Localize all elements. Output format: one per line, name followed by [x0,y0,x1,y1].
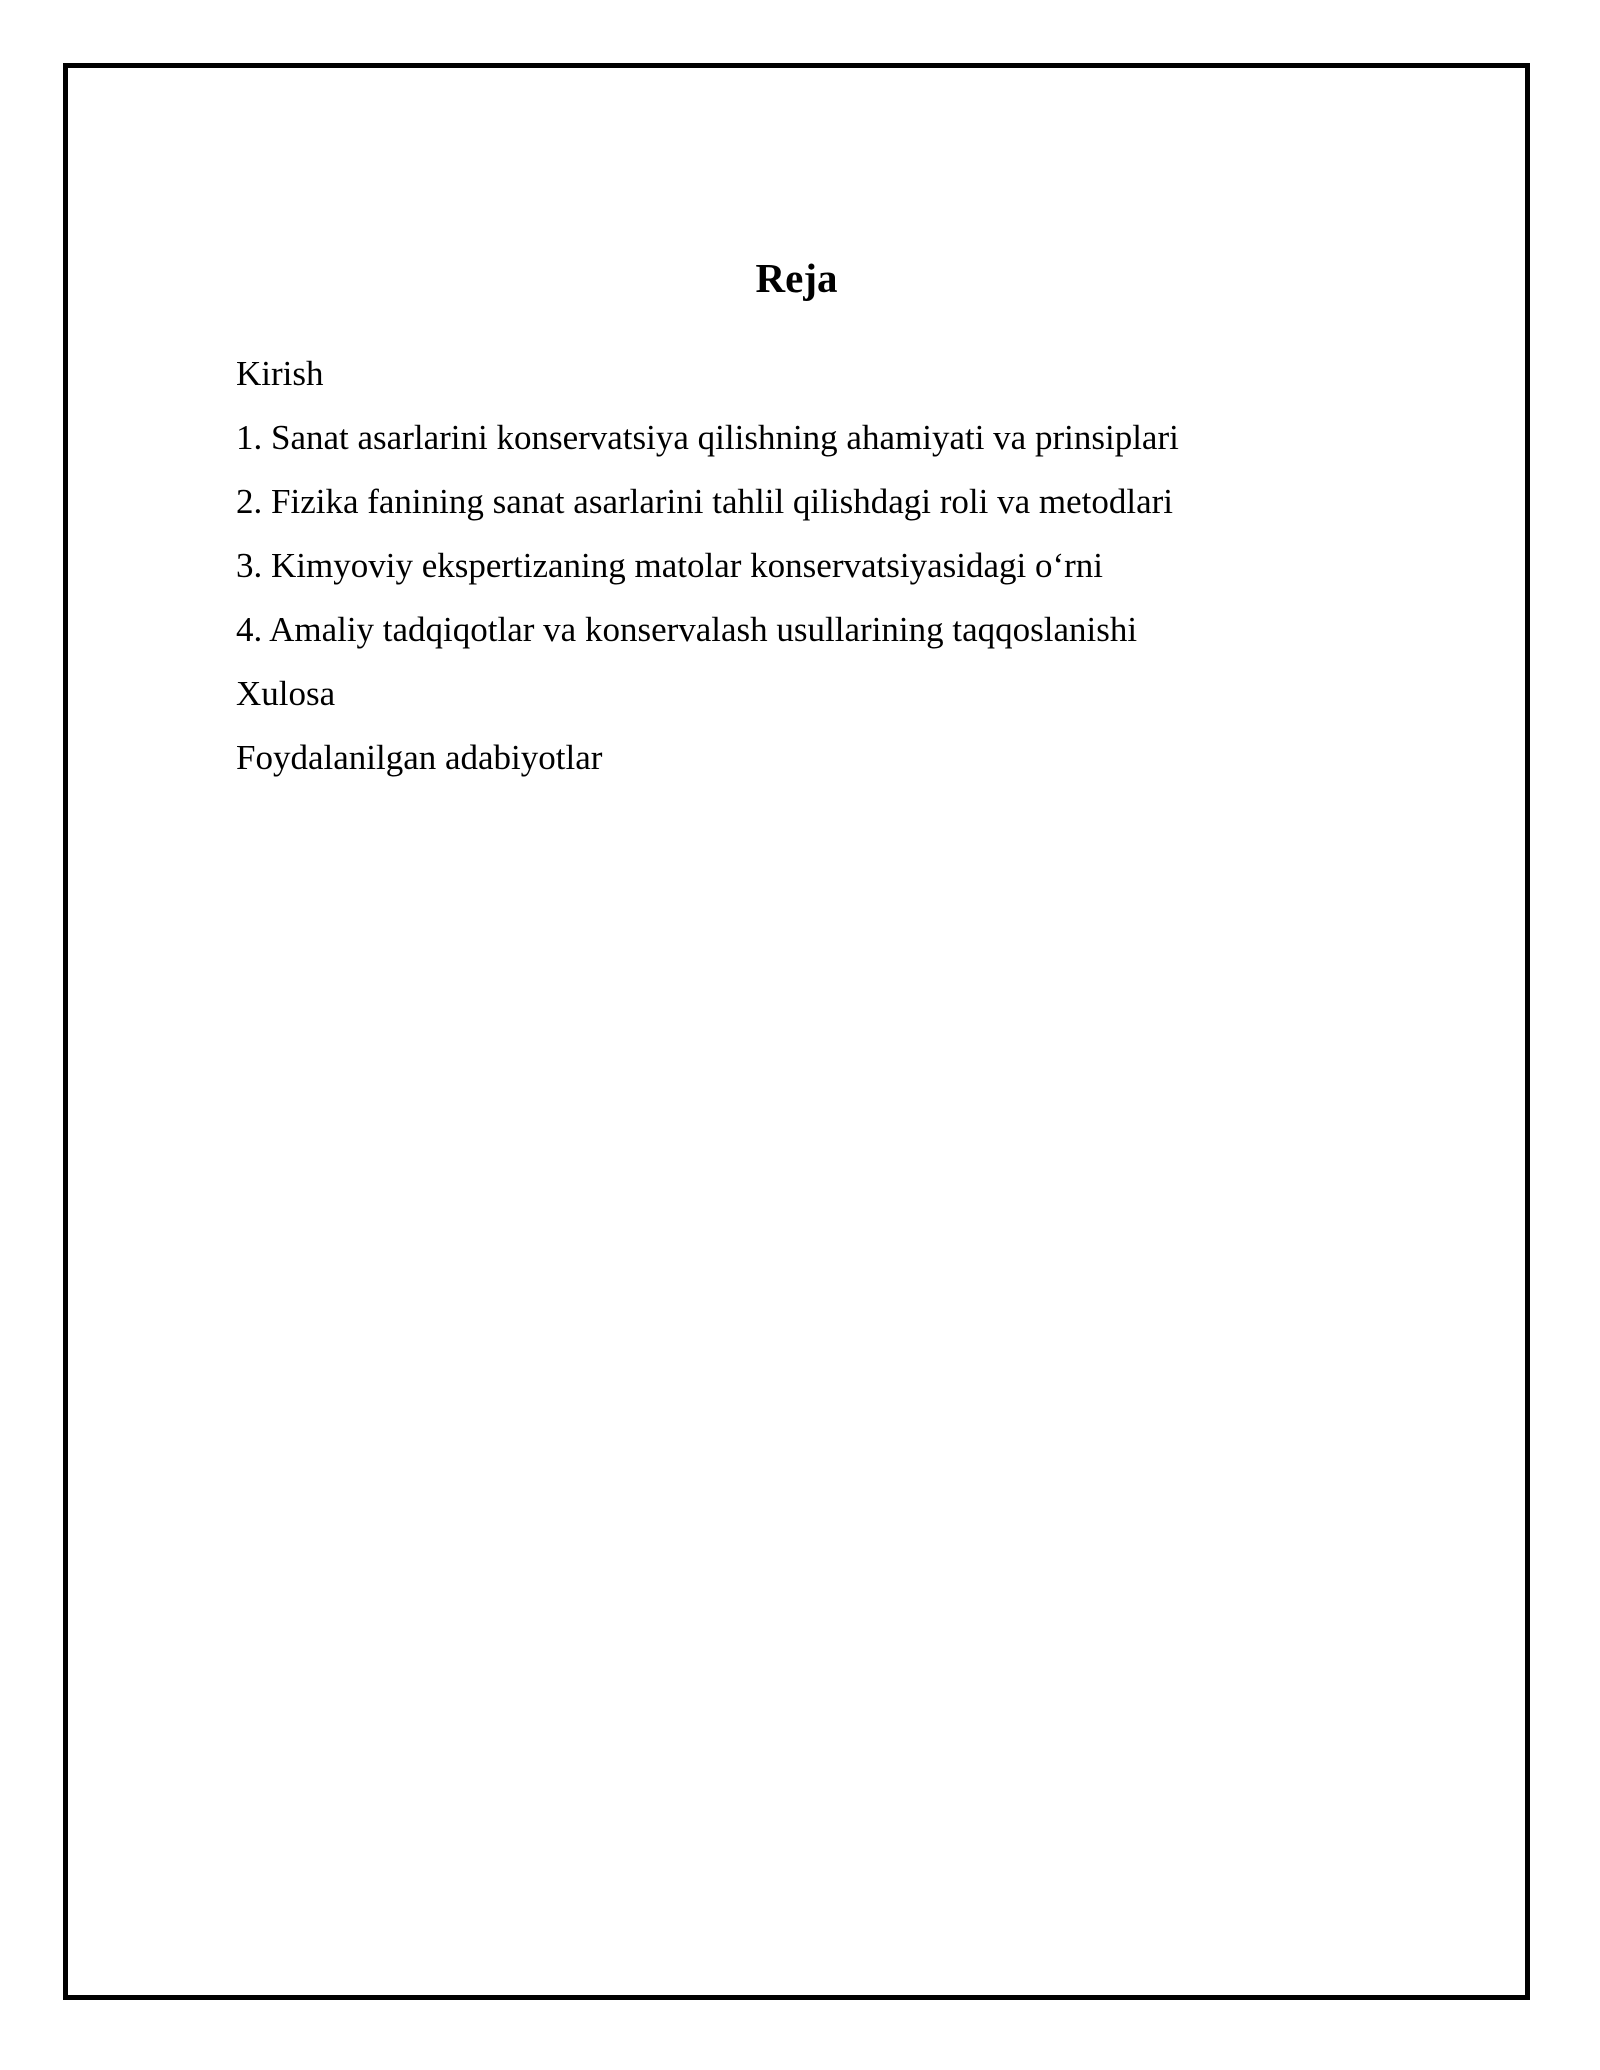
plan-item-introduction: Kirish [236,354,324,393]
plan-item-references: Foydalanilgan adabiyotlar [236,738,603,777]
plan-item-1: 1. Sanat asarlarini konservatsiya qilishning ahamiyati va prinsiplari [236,418,1179,457]
page-border-frame [63,63,1530,2000]
plan-list [236,353,1179,801]
plan-item-4: 4. Amaliy tadqiqotlar va konservalash usullarining taqqoslanishi [236,610,1138,649]
page-title: Reja [755,255,838,301]
plan-item-3: 3. Kimyoviy ekspertizaning matolar konservatsiyasidagi o‘rni [236,546,1104,585]
plan-item-conclusion: Xulosa [236,674,336,713]
plan-item-2: 2. Fizika fanining sanat asarlarini tahlil qilishdagi roli va metodlari [236,482,1173,521]
